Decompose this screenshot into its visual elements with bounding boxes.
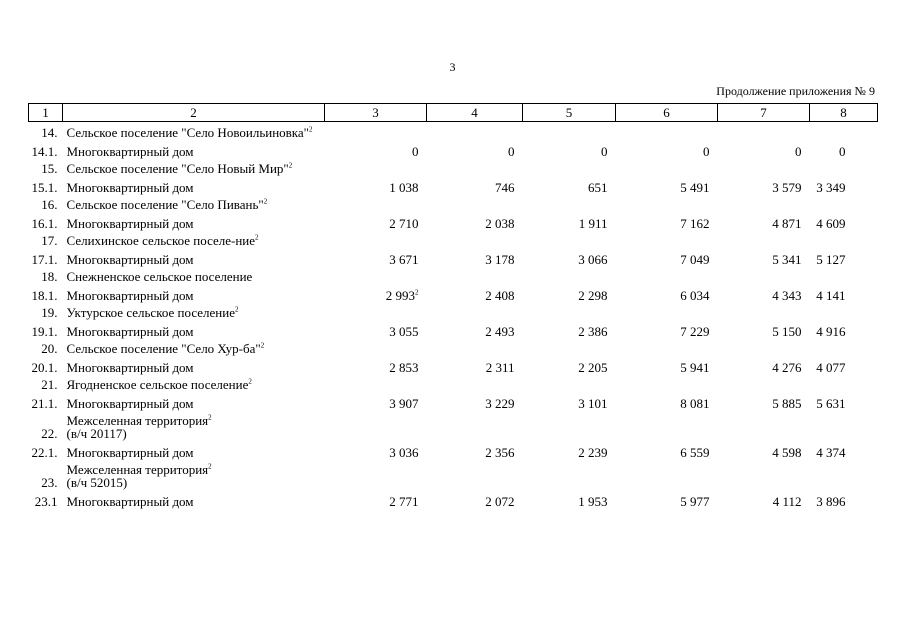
value-text: 7 162 <box>680 216 710 231</box>
value-cell <box>427 338 523 355</box>
table-row-subitem <box>29 319 878 338</box>
value-text: 1 911 <box>578 216 608 231</box>
value-cell <box>325 410 427 440</box>
row-name <box>63 319 325 338</box>
value-cell <box>810 158 878 175</box>
value-cell <box>810 391 878 410</box>
value-text: 2 038 <box>485 216 515 231</box>
value-text: 3 055 <box>389 324 419 339</box>
footnote-mark: 2 <box>309 125 313 134</box>
row-name-text: Сельское поселение "Село Хур-ба" <box>66 341 261 356</box>
row-number: 23. <box>41 475 58 490</box>
value-cell <box>325 355 427 374</box>
value-cell <box>325 266 427 283</box>
value-text: 5 491 <box>680 180 710 195</box>
value-text: 3 229 <box>485 396 515 411</box>
value-text: 3 066 <box>578 252 608 267</box>
value-cell <box>616 319 718 338</box>
value-text: 1 038 <box>389 180 419 195</box>
value-cell <box>325 374 427 391</box>
table-row-subitem <box>29 391 878 410</box>
value-text: 2 205 <box>578 360 608 375</box>
value-cell <box>718 230 810 247</box>
table-row-subitem <box>29 139 878 158</box>
row-number: 22.1. <box>31 445 58 460</box>
row-number: 17.1. <box>31 252 58 267</box>
row-number: 17. <box>41 233 58 248</box>
value-cell <box>427 319 523 338</box>
value-cell <box>427 175 523 194</box>
row-name-text: Многоквартирный дом <box>66 494 194 509</box>
value-cell <box>523 338 616 355</box>
value-cell <box>810 247 878 266</box>
row-name-text: Сельское поселение "Село Пивань" <box>66 197 264 212</box>
row-number: 20. <box>41 341 58 356</box>
row-name <box>63 283 325 302</box>
value-cell <box>325 194 427 211</box>
row-name-text: Межселенная территория <box>66 462 209 477</box>
value-text: 5 885 <box>772 396 802 411</box>
value-text: 0 <box>703 144 710 159</box>
value-cell <box>427 410 523 440</box>
value-cell <box>616 139 718 158</box>
continuation-label: Продолжение приложения № 9 <box>716 84 875 98</box>
row-name <box>63 391 325 410</box>
row-name-text: Снежненское сельское поселение <box>66 269 253 284</box>
value-text: 3 671 <box>389 252 419 267</box>
row-name <box>63 410 325 440</box>
value-cell <box>427 158 523 175</box>
value-text: 4 112 <box>772 494 802 509</box>
value-cell <box>810 139 878 158</box>
value-cell <box>718 139 810 158</box>
value-cell <box>616 266 718 283</box>
table-row-subitem <box>29 489 878 508</box>
value-cell <box>616 194 718 211</box>
value-text: 2 853 <box>389 360 419 375</box>
value-text: 6 559 <box>680 445 710 460</box>
value-text: 3 579 <box>772 180 802 195</box>
table-row-section <box>29 194 878 211</box>
value-text: 2 771 <box>389 494 419 509</box>
value-cell <box>523 459 616 489</box>
row-name-text: Многоквартирный дом <box>66 324 194 339</box>
value-text: 0 <box>508 144 515 159</box>
row-name <box>63 266 325 283</box>
value-text: 5 341 <box>772 252 802 267</box>
value-cell <box>718 355 810 374</box>
footnote-mark: 2 <box>255 233 259 242</box>
value-cell <box>523 266 616 283</box>
header-cell: 4 <box>427 104 523 122</box>
row-name-text: Ягодненское сельское поселение <box>66 377 249 392</box>
table-row-section <box>29 266 878 283</box>
row-name-text: Многоквартирный дом <box>66 216 194 231</box>
value-cell <box>810 230 878 247</box>
row-name <box>63 459 325 489</box>
value-cell <box>810 175 878 194</box>
row-number: 22. <box>41 426 58 441</box>
row-number: 23.1 <box>34 494 58 509</box>
value-cell <box>718 302 810 319</box>
value-cell <box>325 122 427 140</box>
value-cell <box>718 122 810 140</box>
value-cell <box>718 374 810 391</box>
row-name-text: Многоквартирный дом <box>66 252 194 267</box>
header-cell: 8 <box>810 104 878 122</box>
value-text: 8 081 <box>680 396 710 411</box>
value-cell <box>718 194 810 211</box>
value-text: 2 710 <box>389 216 419 231</box>
value-cell <box>810 211 878 230</box>
value-text: 3 101 <box>578 396 608 411</box>
header-cell: 5 <box>523 104 616 122</box>
row-name-text: Многоквартирный дом <box>66 288 194 303</box>
table-row-subitem <box>29 211 878 230</box>
value-cell <box>718 338 810 355</box>
header-cell: 6 <box>616 104 718 122</box>
value-text: 2 311 <box>485 360 515 375</box>
footnote-mark: 2 <box>288 161 293 170</box>
value-cell <box>718 283 810 302</box>
value-text: 1 953 <box>578 494 608 509</box>
value-cell <box>718 391 810 410</box>
value-text: 2 493 <box>485 324 515 339</box>
data-table <box>28 103 878 508</box>
row-name <box>63 440 325 459</box>
table-row-section <box>29 302 878 319</box>
footnote-mark: 2 <box>260 341 265 350</box>
value-cell <box>325 247 427 266</box>
value-text: 4 141 <box>816 288 846 303</box>
value-text: 651 <box>588 180 608 195</box>
table-row-subitem <box>29 440 878 459</box>
value-cell <box>523 175 616 194</box>
value-cell <box>810 302 878 319</box>
value-text: 0 <box>412 144 419 159</box>
value-text: 5 941 <box>680 360 710 375</box>
value-cell <box>523 355 616 374</box>
value-cell <box>427 122 523 140</box>
table-row-section <box>29 122 878 140</box>
value-cell <box>427 230 523 247</box>
row-name-note: (в/ч 20117) <box>66 426 127 441</box>
value-cell <box>325 319 427 338</box>
value-cell <box>427 374 523 391</box>
table-row-section <box>29 374 878 391</box>
value-cell <box>718 319 810 338</box>
value-cell <box>427 440 523 459</box>
value-cell <box>810 355 878 374</box>
row-name-text: Многоквартирный дом <box>66 360 194 375</box>
value-cell <box>810 410 878 440</box>
value-cell <box>325 175 427 194</box>
value-cell <box>427 139 523 158</box>
value-cell <box>616 283 718 302</box>
value-text: 4 276 <box>772 360 802 375</box>
value-cell <box>810 266 878 283</box>
value-text: 7 229 <box>680 324 710 339</box>
value-text: 3 349 <box>816 180 846 195</box>
value-cell <box>616 440 718 459</box>
value-text: 2 239 <box>578 445 608 460</box>
row-name-text: Многоквартирный дом <box>66 144 194 159</box>
value-cell <box>616 175 718 194</box>
row-number: 15.1. <box>31 180 58 195</box>
value-text: 3 178 <box>485 252 515 267</box>
value-cell <box>427 194 523 211</box>
value-cell <box>810 122 878 140</box>
value-text: 4 598 <box>772 445 802 460</box>
row-number: 21.1. <box>31 396 58 411</box>
value-text: 2 298 <box>578 288 608 303</box>
page-number: 3 <box>449 60 456 74</box>
value-cell <box>427 266 523 283</box>
value-cell <box>325 302 427 319</box>
value-text: 3 896 <box>816 494 846 509</box>
value-cell <box>616 410 718 440</box>
value-text: 7 049 <box>680 252 710 267</box>
value-cell <box>325 230 427 247</box>
value-text: 4 871 <box>772 216 802 231</box>
row-name <box>63 355 325 374</box>
row-number: 19. <box>41 305 58 320</box>
row-name <box>63 211 325 230</box>
row-name-text: Сельское поселение "Село Новоильиновка" <box>66 125 309 140</box>
header-cell: 1 <box>29 104 63 122</box>
value-cell <box>718 410 810 440</box>
value-text: 3 036 <box>389 445 419 460</box>
value-cell <box>616 355 718 374</box>
row-number: 18. <box>41 269 58 284</box>
row-name-text: Селихинское сельское поселе-ние <box>66 233 256 248</box>
value-cell <box>523 211 616 230</box>
row-number: 19.1. <box>31 324 58 339</box>
row-name <box>63 194 325 211</box>
value-cell <box>523 410 616 440</box>
row-name-text: Сельское поселение "Село Новый Мир" <box>66 161 289 176</box>
value-cell <box>427 283 523 302</box>
table-row-subitem <box>29 175 878 194</box>
row-name <box>63 175 325 194</box>
value-text: 5 631 <box>816 396 846 411</box>
value-cell <box>810 338 878 355</box>
value-cell <box>523 319 616 338</box>
value-text: 5 150 <box>772 324 802 339</box>
value-cell <box>810 459 878 489</box>
value-cell <box>616 122 718 140</box>
value-cell <box>427 247 523 266</box>
value-cell <box>523 230 616 247</box>
value-cell <box>427 391 523 410</box>
table-body <box>29 122 878 509</box>
value-cell <box>616 391 718 410</box>
value-text: 0 <box>795 144 802 159</box>
value-cell <box>523 489 616 508</box>
row-number: 15. <box>41 161 58 176</box>
value-cell <box>810 194 878 211</box>
row-number: 20.1. <box>31 360 58 375</box>
value-cell <box>325 489 427 508</box>
row-name <box>63 230 325 247</box>
value-text: 6 034 <box>680 288 710 303</box>
value-text: 746 <box>495 180 515 195</box>
value-text: 0 <box>601 144 608 159</box>
value-cell <box>718 266 810 283</box>
row-name <box>63 139 325 158</box>
value-text: 2 993 <box>385 288 415 303</box>
value-cell <box>427 489 523 508</box>
value-cell <box>523 283 616 302</box>
value-cell <box>616 374 718 391</box>
footnote-mark: 2 <box>415 288 419 297</box>
row-name-text: Уктурское сельское поселение <box>66 305 235 320</box>
row-name <box>63 374 325 391</box>
row-number: 14.1. <box>31 144 58 159</box>
row-number: 14. <box>41 125 58 140</box>
value-cell <box>718 247 810 266</box>
row-name <box>63 338 325 355</box>
value-cell <box>718 175 810 194</box>
value-cell <box>718 489 810 508</box>
value-text: 2 386 <box>578 324 608 339</box>
header-cell: 3 <box>325 104 427 122</box>
footnote-mark: 2 <box>208 413 212 422</box>
value-text: 4 609 <box>816 216 846 231</box>
table-row-subitem <box>29 247 878 266</box>
value-cell <box>523 122 616 140</box>
table-header <box>29 104 878 122</box>
value-cell <box>325 158 427 175</box>
value-cell <box>523 391 616 410</box>
value-cell <box>325 338 427 355</box>
row-name <box>63 158 325 175</box>
value-cell <box>523 247 616 266</box>
value-cell <box>810 319 878 338</box>
row-name-text: Многоквартирный дом <box>66 396 194 411</box>
row-number: 16. <box>41 197 58 212</box>
value-cell <box>616 158 718 175</box>
value-cell <box>810 489 878 508</box>
value-cell <box>427 302 523 319</box>
table-row-section <box>29 459 878 489</box>
header-cell: 2 <box>63 104 325 122</box>
value-cell <box>718 459 810 489</box>
value-cell <box>427 211 523 230</box>
row-name <box>63 122 325 140</box>
value-text: 4 343 <box>772 288 802 303</box>
value-text: 5 977 <box>680 494 710 509</box>
value-cell <box>523 440 616 459</box>
value-cell <box>325 211 427 230</box>
row-name-text: Межселенная территория <box>66 413 209 428</box>
value-text: 4 374 <box>816 445 846 460</box>
value-cell <box>427 459 523 489</box>
row-name-text: Многоквартирный дом <box>66 445 194 460</box>
footnote-mark: 2 <box>234 305 239 314</box>
table-row-section <box>29 338 878 355</box>
value-cell <box>325 391 427 410</box>
table-row-section <box>29 158 878 175</box>
value-cell <box>616 230 718 247</box>
value-cell <box>325 283 427 302</box>
footnote-mark: 2 <box>248 377 252 386</box>
value-text: 2 356 <box>485 445 515 460</box>
value-cell <box>616 459 718 489</box>
value-cell <box>616 211 718 230</box>
footnote-mark: 2 <box>263 197 268 206</box>
value-cell <box>523 194 616 211</box>
row-name <box>63 247 325 266</box>
row-name-note: (в/ч 52015) <box>66 475 128 490</box>
footnote-mark: 2 <box>208 462 212 471</box>
value-text: 2 072 <box>485 494 515 509</box>
value-text: 4 916 <box>816 324 846 339</box>
table-row-subitem <box>29 355 878 374</box>
row-number: 21. <box>41 377 58 392</box>
value-cell <box>810 440 878 459</box>
value-cell <box>718 440 810 459</box>
row-number: 18.1. <box>31 288 58 303</box>
value-cell <box>616 302 718 319</box>
value-cell <box>523 302 616 319</box>
value-cell <box>718 211 810 230</box>
table-row-section <box>29 230 878 247</box>
value-text: 2 408 <box>485 288 515 303</box>
value-cell <box>325 459 427 489</box>
value-cell <box>718 158 810 175</box>
value-cell <box>616 489 718 508</box>
value-text: 3 907 <box>389 396 419 411</box>
header-cell: 7 <box>718 104 810 122</box>
row-name-text: Многоквартирный дом <box>66 180 194 195</box>
value-cell <box>810 283 878 302</box>
value-cell <box>427 355 523 374</box>
row-name <box>63 489 325 508</box>
row-name <box>63 302 325 319</box>
table-row-section <box>29 410 878 440</box>
row-number: 16.1. <box>31 216 58 231</box>
value-text: 4 077 <box>816 360 846 375</box>
value-cell <box>523 139 616 158</box>
value-cell <box>523 158 616 175</box>
value-cell <box>616 247 718 266</box>
value-cell <box>810 374 878 391</box>
value-cell <box>325 139 427 158</box>
value-cell <box>616 338 718 355</box>
value-text: 0 <box>839 144 846 159</box>
value-cell <box>325 440 427 459</box>
value-text: 5 127 <box>816 252 846 267</box>
table-row-subitem <box>29 283 878 302</box>
value-cell <box>523 374 616 391</box>
